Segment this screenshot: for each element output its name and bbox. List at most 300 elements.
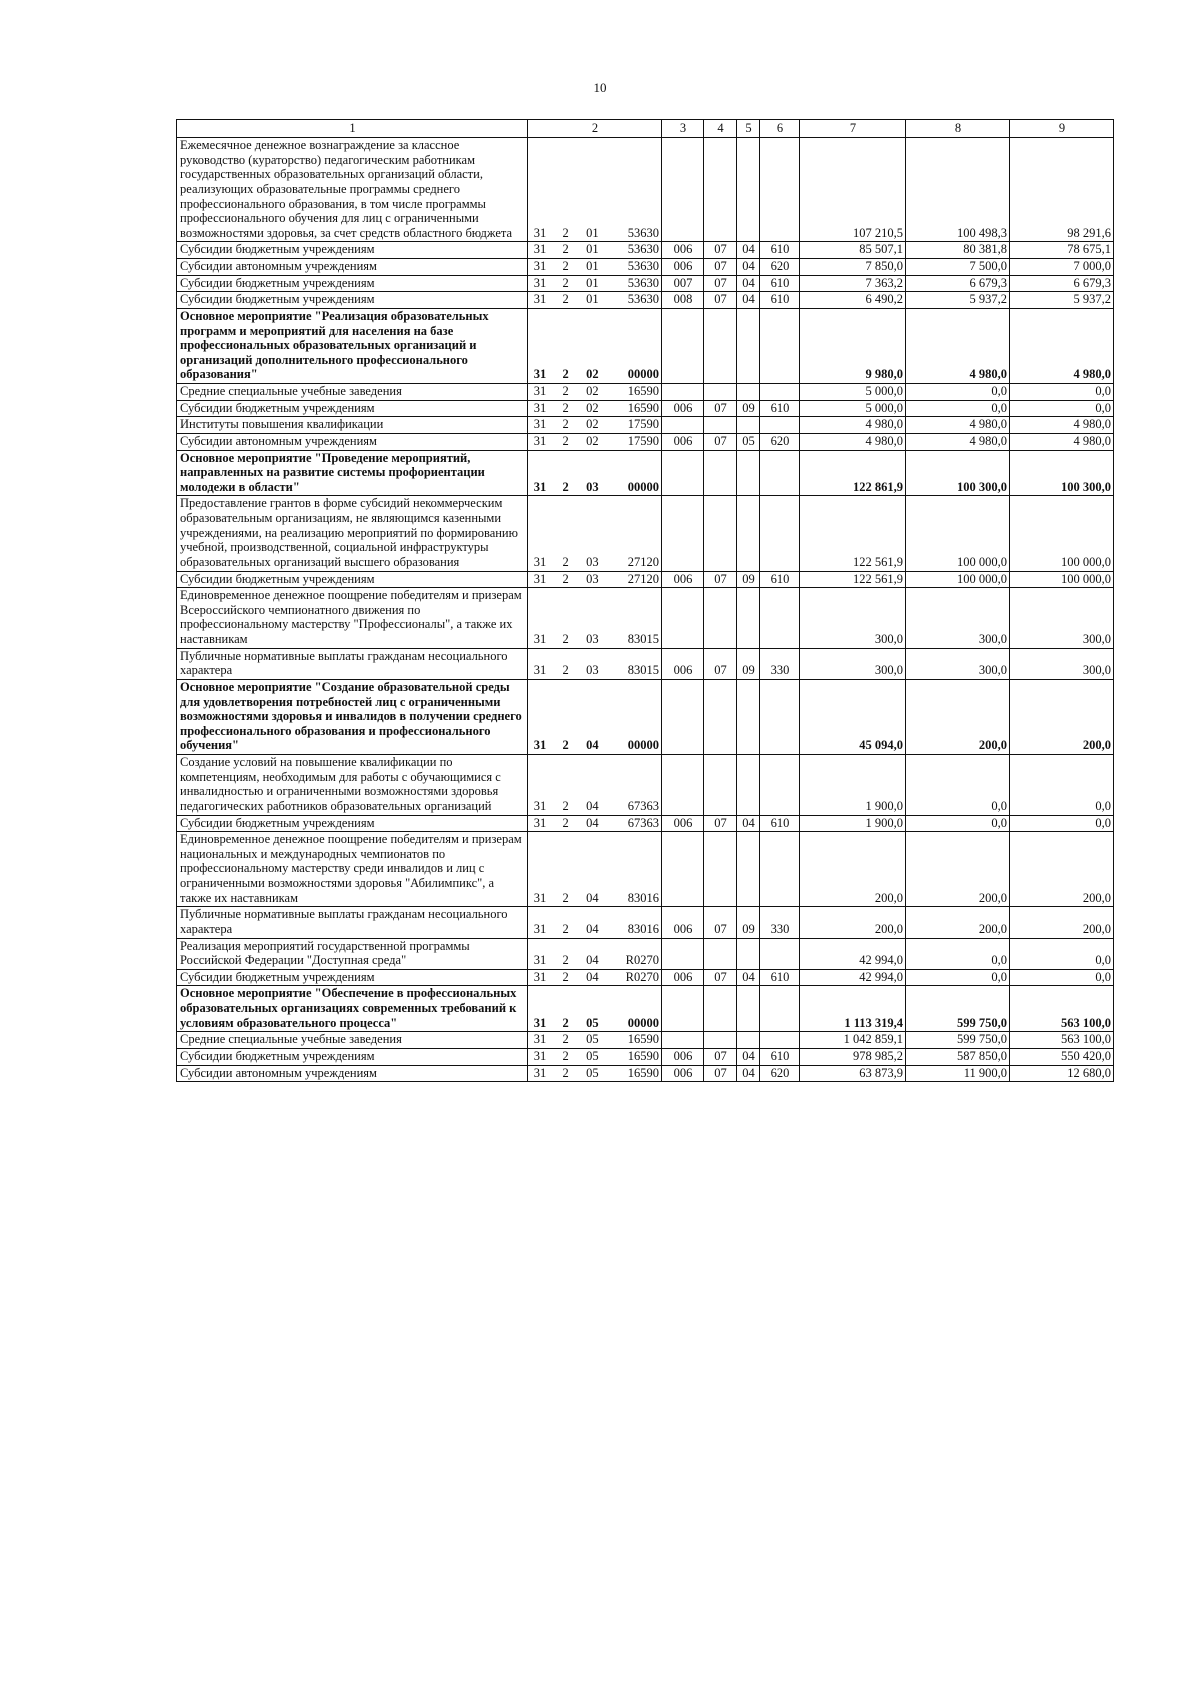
row-col5 <box>737 417 760 434</box>
row-name: Субсидии бюджетным учреждениям <box>177 571 528 588</box>
row-col3: 007 <box>662 275 704 292</box>
code-part-k1: 31 <box>533 921 547 936</box>
code-part-k3: 05 <box>586 1065 599 1080</box>
row-col6: 610 <box>760 275 800 292</box>
row-col4 <box>704 938 737 969</box>
table-row <box>177 832 1114 907</box>
row-code <box>528 1065 662 1082</box>
row-col6 <box>760 138 800 242</box>
row-name: Предоставление грантов в форме субсидий некоммерческим образовательным организациям, не являющимся казенными учреждениями, на реализацию мероприятий по формированию учебной, производственной, социальной инфраструктуры образовательных организаций высшего образования <box>177 496 528 571</box>
row-value-9: 550 420,0 <box>1010 1048 1114 1065</box>
row-value-7: 1 042 859,1 <box>800 1032 906 1049</box>
code-part-k4: 53630 <box>627 225 659 240</box>
row-code <box>528 417 662 434</box>
row-col4: 07 <box>704 259 737 276</box>
row-value-9: 4 980,0 <box>1010 308 1114 383</box>
code-part-k3: 03 <box>586 632 599 646</box>
row-value-9: 5 937,2 <box>1010 292 1114 309</box>
code-part-k2: 2 <box>562 738 569 753</box>
code-parts <box>531 1032 659 1047</box>
table-row <box>177 648 1114 679</box>
table-row <box>177 1032 1114 1049</box>
header-cell: 6 <box>760 120 800 138</box>
row-col6: 610 <box>760 815 800 832</box>
row-col6: 620 <box>760 433 800 450</box>
code-part-k4: R0270 <box>625 969 659 984</box>
table-row <box>177 275 1114 292</box>
row-col6 <box>760 938 800 969</box>
row-value-7: 107 210,5 <box>800 138 906 242</box>
row-value-7: 1 900,0 <box>800 755 906 816</box>
code-part-k3: 04 <box>586 738 599 753</box>
row-col5 <box>737 450 760 496</box>
code-part-k3: 05 <box>586 1015 599 1030</box>
table-header-row <box>177 120 1114 138</box>
row-col4 <box>704 138 737 242</box>
row-value-7: 9 980,0 <box>800 308 906 383</box>
row-col5 <box>737 308 760 383</box>
code-part-k1: 31 <box>533 738 547 753</box>
row-value-9: 0,0 <box>1010 969 1114 986</box>
row-col3 <box>662 832 704 907</box>
row-col4 <box>704 450 737 496</box>
code-part-k3: 02 <box>586 433 599 448</box>
row-col4 <box>704 679 737 754</box>
code-part-k3: 01 <box>586 242 599 257</box>
code-parts <box>531 242 659 257</box>
code-part-k4: 53630 <box>627 242 659 257</box>
code-part-k2: 2 <box>562 225 569 240</box>
code-part-k1: 31 <box>533 417 547 432</box>
row-col3: 006 <box>662 1065 704 1082</box>
row-code <box>528 815 662 832</box>
row-code <box>528 138 662 242</box>
row-col6 <box>760 1032 800 1049</box>
code-part-k2: 2 <box>562 921 569 936</box>
code-part-k3: 04 <box>586 953 599 968</box>
row-col3 <box>662 986 704 1032</box>
row-value-7: 45 094,0 <box>800 679 906 754</box>
row-col5: 09 <box>737 400 760 417</box>
row-col6 <box>760 417 800 434</box>
code-part-k3: 04 <box>586 921 599 936</box>
row-name: Публичные нормативные выплаты гражданам несоциального характера <box>177 907 528 938</box>
table-row <box>177 907 1114 938</box>
row-name: Средние специальные учебные заведения <box>177 384 528 401</box>
code-part-k3: 04 <box>586 798 599 813</box>
table-row <box>177 679 1114 754</box>
row-value-8: 0,0 <box>906 969 1010 986</box>
code-part-k4: 53630 <box>627 275 659 290</box>
code-part-k1: 31 <box>533 798 547 813</box>
row-value-8: 100 300,0 <box>906 450 1010 496</box>
row-name: Субсидии автономным учреждениям <box>177 433 528 450</box>
row-col6: 330 <box>760 907 800 938</box>
code-parts <box>531 891 659 906</box>
row-col5 <box>737 384 760 401</box>
row-col3 <box>662 755 704 816</box>
row-col5 <box>737 938 760 969</box>
row-value-9: 300,0 <box>1010 648 1114 679</box>
code-part-k2: 2 <box>562 890 569 905</box>
row-col6: 610 <box>760 292 800 309</box>
row-code <box>528 679 662 754</box>
code-part-k3: 05 <box>586 1048 599 1063</box>
row-code <box>528 400 662 417</box>
row-col3 <box>662 450 704 496</box>
row-col5: 04 <box>737 275 760 292</box>
row-value-8: 200,0 <box>906 832 1010 907</box>
code-part-k2: 2 <box>562 969 569 984</box>
code-parts <box>531 799 659 814</box>
code-part-k3: 03 <box>586 663 599 678</box>
row-col4: 07 <box>704 433 737 450</box>
code-part-k2: 2 <box>562 815 569 830</box>
code-parts <box>531 259 659 274</box>
row-name: Единовременное денежное поощрение победителям и призерам национальных и международных чемпионатов по профессиональному мастерству среди инвалидов и лиц с ограниченными возможностями здоровья "Абилимпикс", а также их наставникам <box>177 832 528 907</box>
code-parts <box>531 816 659 831</box>
row-col3 <box>662 588 704 649</box>
row-name: Основное мероприятие "Реализация образовательных программ и мероприятий для населения на базе профессиональных образовательных организаций и организаций дополнительного профессионального образования" <box>177 308 528 383</box>
code-part-k1: 31 <box>533 384 547 398</box>
row-value-7: 6 490,2 <box>800 292 906 309</box>
row-col6 <box>760 450 800 496</box>
code-part-k2: 2 <box>562 433 569 448</box>
row-value-9: 0,0 <box>1010 938 1114 969</box>
row-name: Ежемесячное денежное вознаграждение за классное руководство (кураторство) педагогическим работникам государственных образовательных организаций области, реализующих образовательные программы среднего профессионального образования, в том числе программы профессионального обучения для лиц с ограниченными возможностями здоровья, за счет средств областного бюджета <box>177 138 528 242</box>
code-part-k1: 31 <box>533 890 547 905</box>
code-part-k1: 31 <box>533 259 547 273</box>
row-col3 <box>662 938 704 969</box>
table-row <box>177 242 1114 259</box>
row-name: Институты повышения квалификации <box>177 417 528 434</box>
row-name: Создание условий на повышение квалификации по компетенциям, необходимым для работы с обучающимися с инвалидностью и ограниченными возможностями здоровья педагогических работников образовательных организаций <box>177 755 528 816</box>
code-parts <box>531 970 659 985</box>
code-part-k1: 31 <box>533 292 547 307</box>
code-parts <box>531 226 659 241</box>
row-value-9: 78 675,1 <box>1010 242 1114 259</box>
row-col5: 04 <box>737 292 760 309</box>
code-part-k2: 2 <box>562 1065 569 1080</box>
row-col5: 04 <box>737 969 760 986</box>
code-part-k4: 16590 <box>627 1048 659 1063</box>
code-part-k3: 01 <box>586 225 599 240</box>
row-code <box>528 832 662 907</box>
code-part-k2: 2 <box>562 384 569 398</box>
row-value-9: 200,0 <box>1010 907 1114 938</box>
row-value-8: 6 679,3 <box>906 275 1010 292</box>
row-code <box>528 571 662 588</box>
code-parts <box>531 663 659 678</box>
table-row <box>177 433 1114 450</box>
row-code <box>528 275 662 292</box>
row-col6: 330 <box>760 648 800 679</box>
row-col6: 610 <box>760 242 800 259</box>
code-part-k3: 04 <box>586 815 599 830</box>
row-value-9: 0,0 <box>1010 815 1114 832</box>
row-value-7: 5 000,0 <box>800 400 906 417</box>
row-code <box>528 1032 662 1049</box>
row-value-9: 200,0 <box>1010 679 1114 754</box>
row-col3: 006 <box>662 907 704 938</box>
row-col3: 006 <box>662 815 704 832</box>
code-part-k4: 67363 <box>627 815 659 830</box>
row-code <box>528 588 662 649</box>
code-part-k4: 27120 <box>627 554 659 569</box>
code-part-k3: 01 <box>586 292 599 307</box>
row-name: Субсидии бюджетным учреждениям <box>177 275 528 292</box>
code-part-k2: 2 <box>562 798 569 813</box>
code-parts <box>531 480 659 495</box>
row-value-8: 599 750,0 <box>906 1032 1010 1049</box>
table-row <box>177 417 1114 434</box>
header-cell: 4 <box>704 120 737 138</box>
code-part-k4: 00000 <box>627 479 659 494</box>
code-part-k1: 31 <box>533 554 547 569</box>
code-parts <box>531 384 659 399</box>
row-value-8: 100 000,0 <box>906 496 1010 571</box>
row-name: Основное мероприятие "Проведение мероприятий, направленных на развитие системы профориентации молодежи в области" <box>177 450 528 496</box>
row-col4: 07 <box>704 648 737 679</box>
table-row <box>177 571 1114 588</box>
code-part-k1: 31 <box>533 632 547 646</box>
code-part-k4: 83016 <box>627 890 659 905</box>
code-part-k4: 16590 <box>627 1032 659 1047</box>
code-part-k4: 16590 <box>627 384 659 398</box>
row-col4: 07 <box>704 292 737 309</box>
table-row <box>177 1065 1114 1082</box>
row-value-9: 563 100,0 <box>1010 986 1114 1032</box>
row-col4: 07 <box>704 969 737 986</box>
table-row <box>177 496 1114 571</box>
row-value-7: 7 850,0 <box>800 259 906 276</box>
code-part-k1: 31 <box>533 479 547 494</box>
row-name: Субсидии бюджетным учреждениям <box>177 400 528 417</box>
code-part-k2: 2 <box>562 292 569 307</box>
code-part-k1: 31 <box>533 953 547 968</box>
row-col3: 008 <box>662 292 704 309</box>
row-value-8: 300,0 <box>906 648 1010 679</box>
row-col6 <box>760 496 800 571</box>
row-col6: 610 <box>760 400 800 417</box>
row-name: Реализация мероприятий государственной программы Российской Федерации "Доступная среда" <box>177 938 528 969</box>
row-col4: 07 <box>704 242 737 259</box>
row-col3 <box>662 417 704 434</box>
code-part-k4: 53630 <box>627 259 659 273</box>
row-col4: 07 <box>704 1048 737 1065</box>
row-col5: 09 <box>737 648 760 679</box>
row-col5: 04 <box>737 259 760 276</box>
row-value-9: 0,0 <box>1010 755 1114 816</box>
row-value-7: 300,0 <box>800 588 906 649</box>
row-col6: 620 <box>760 1065 800 1082</box>
row-col3 <box>662 1032 704 1049</box>
row-code <box>528 450 662 496</box>
row-col6: 610 <box>760 1048 800 1065</box>
code-part-k2: 2 <box>562 417 569 432</box>
code-part-k1: 31 <box>533 1048 547 1063</box>
code-parts <box>531 555 659 570</box>
header-cell: 8 <box>906 120 1010 138</box>
table-row <box>177 450 1114 496</box>
code-part-k2: 2 <box>562 1032 569 1047</box>
table-row <box>177 292 1114 309</box>
row-code <box>528 755 662 816</box>
code-part-k1: 31 <box>533 1065 547 1080</box>
row-value-8: 4 980,0 <box>906 433 1010 450</box>
row-name: Субсидии бюджетным учреждениям <box>177 815 528 832</box>
code-parts <box>531 434 659 449</box>
row-value-9: 200,0 <box>1010 832 1114 907</box>
row-value-7: 42 994,0 <box>800 969 906 986</box>
code-part-k3: 03 <box>586 479 599 494</box>
row-value-7: 1 900,0 <box>800 815 906 832</box>
code-part-k4: 27120 <box>627 571 659 586</box>
code-parts <box>531 632 659 647</box>
row-col4 <box>704 496 737 571</box>
code-part-k3: 05 <box>586 1032 599 1047</box>
code-part-k2: 2 <box>562 571 569 586</box>
row-col3 <box>662 496 704 571</box>
row-value-9: 0,0 <box>1010 400 1114 417</box>
row-value-7: 300,0 <box>800 648 906 679</box>
code-part-k3: 04 <box>586 890 599 905</box>
code-part-k2: 2 <box>562 242 569 257</box>
row-col6 <box>760 588 800 649</box>
code-part-k1: 31 <box>533 571 547 586</box>
row-name: Субсидии бюджетным учреждениям <box>177 969 528 986</box>
row-value-9: 4 980,0 <box>1010 417 1114 434</box>
code-part-k1: 31 <box>533 242 547 257</box>
code-part-k3: 02 <box>586 417 599 432</box>
row-col5: 04 <box>737 1065 760 1082</box>
row-value-9: 100 000,0 <box>1010 496 1114 571</box>
code-part-k3: 04 <box>586 969 599 984</box>
row-value-7: 42 994,0 <box>800 938 906 969</box>
row-value-8: 587 850,0 <box>906 1048 1010 1065</box>
row-value-8: 0,0 <box>906 384 1010 401</box>
row-col3 <box>662 308 704 383</box>
row-col4 <box>704 832 737 907</box>
code-part-k1: 31 <box>533 275 547 290</box>
row-col6: 610 <box>760 969 800 986</box>
row-value-8: 80 381,8 <box>906 242 1010 259</box>
row-col5 <box>737 986 760 1032</box>
code-parts <box>531 738 659 753</box>
code-part-k2: 2 <box>562 953 569 968</box>
row-col4 <box>704 588 737 649</box>
row-code <box>528 259 662 276</box>
row-col5: 05 <box>737 433 760 450</box>
code-part-k4: 00000 <box>627 738 659 753</box>
row-col4 <box>704 986 737 1032</box>
page-number: 10 <box>593 80 607 95</box>
row-value-8: 0,0 <box>906 938 1010 969</box>
row-col3 <box>662 384 704 401</box>
row-code <box>528 384 662 401</box>
code-part-k4: 00000 <box>627 1015 659 1030</box>
row-value-8: 4 980,0 <box>906 308 1010 383</box>
code-part-k1: 31 <box>533 1015 547 1030</box>
row-col4 <box>704 1032 737 1049</box>
code-part-k2: 2 <box>562 632 569 646</box>
code-parts <box>531 953 659 968</box>
table-row <box>177 400 1114 417</box>
row-col3: 006 <box>662 969 704 986</box>
table-row <box>177 938 1114 969</box>
row-name: Субсидии автономным учреждениям <box>177 259 528 276</box>
code-part-k2: 2 <box>562 400 569 415</box>
row-value-8: 100 000,0 <box>906 571 1010 588</box>
row-code <box>528 292 662 309</box>
row-value-9: 4 980,0 <box>1010 433 1114 450</box>
table-row <box>177 138 1114 242</box>
row-col6 <box>760 986 800 1032</box>
code-parts <box>531 292 659 307</box>
code-part-k3: 01 <box>586 275 599 290</box>
code-part-k4: 17590 <box>627 417 659 432</box>
row-col5 <box>737 832 760 907</box>
row-value-8: 7 500,0 <box>906 259 1010 276</box>
row-code <box>528 969 662 986</box>
code-part-k3: 02 <box>586 400 599 415</box>
row-value-9: 563 100,0 <box>1010 1032 1114 1049</box>
header-cell: 1 <box>177 120 528 138</box>
row-col3: 006 <box>662 648 704 679</box>
row-col5: 09 <box>737 571 760 588</box>
code-part-k4: 00000 <box>627 367 659 382</box>
row-code <box>528 938 662 969</box>
row-col5 <box>737 588 760 649</box>
header-cell: 2 <box>528 120 662 138</box>
code-part-k1: 31 <box>533 663 547 678</box>
row-col5: 09 <box>737 907 760 938</box>
code-part-k2: 2 <box>562 1048 569 1063</box>
header-cell: 7 <box>800 120 906 138</box>
row-name: Публичные нормативные выплаты гражданам несоциального характера <box>177 648 528 679</box>
row-value-9: 0,0 <box>1010 384 1114 401</box>
table-row <box>177 969 1114 986</box>
code-parts <box>531 1066 659 1081</box>
table-row <box>177 384 1114 401</box>
row-name: Основное мероприятие "Создание образовательной среды для удовлетворения потребностей лиц с ограниченными возможностями здоровья и инвалидов в получении среднего профессионального образования и профессионального обучения" <box>177 679 528 754</box>
row-col4: 07 <box>704 1065 737 1082</box>
code-part-k2: 2 <box>562 367 569 382</box>
row-value-7: 122 561,9 <box>800 496 906 571</box>
code-part-k4: 67363 <box>627 798 659 813</box>
row-name: Средние специальные учебные заведения <box>177 1032 528 1049</box>
table-row <box>177 588 1114 649</box>
row-value-8: 11 900,0 <box>906 1065 1010 1082</box>
table-row <box>177 815 1114 832</box>
row-value-9: 98 291,6 <box>1010 138 1114 242</box>
row-col3 <box>662 138 704 242</box>
row-col4: 07 <box>704 815 737 832</box>
row-col4 <box>704 755 737 816</box>
code-part-k4: R0270 <box>625 953 659 968</box>
row-value-7: 122 861,9 <box>800 450 906 496</box>
code-part-k3: 03 <box>586 571 599 586</box>
row-code <box>528 242 662 259</box>
code-part-k1: 31 <box>533 815 547 830</box>
row-name: Субсидии бюджетным учреждениям <box>177 292 528 309</box>
code-part-k3: 01 <box>586 259 599 273</box>
table-row <box>177 308 1114 383</box>
header-cell: 5 <box>737 120 760 138</box>
code-parts <box>531 1049 659 1064</box>
table-row <box>177 755 1114 816</box>
row-col4 <box>704 417 737 434</box>
